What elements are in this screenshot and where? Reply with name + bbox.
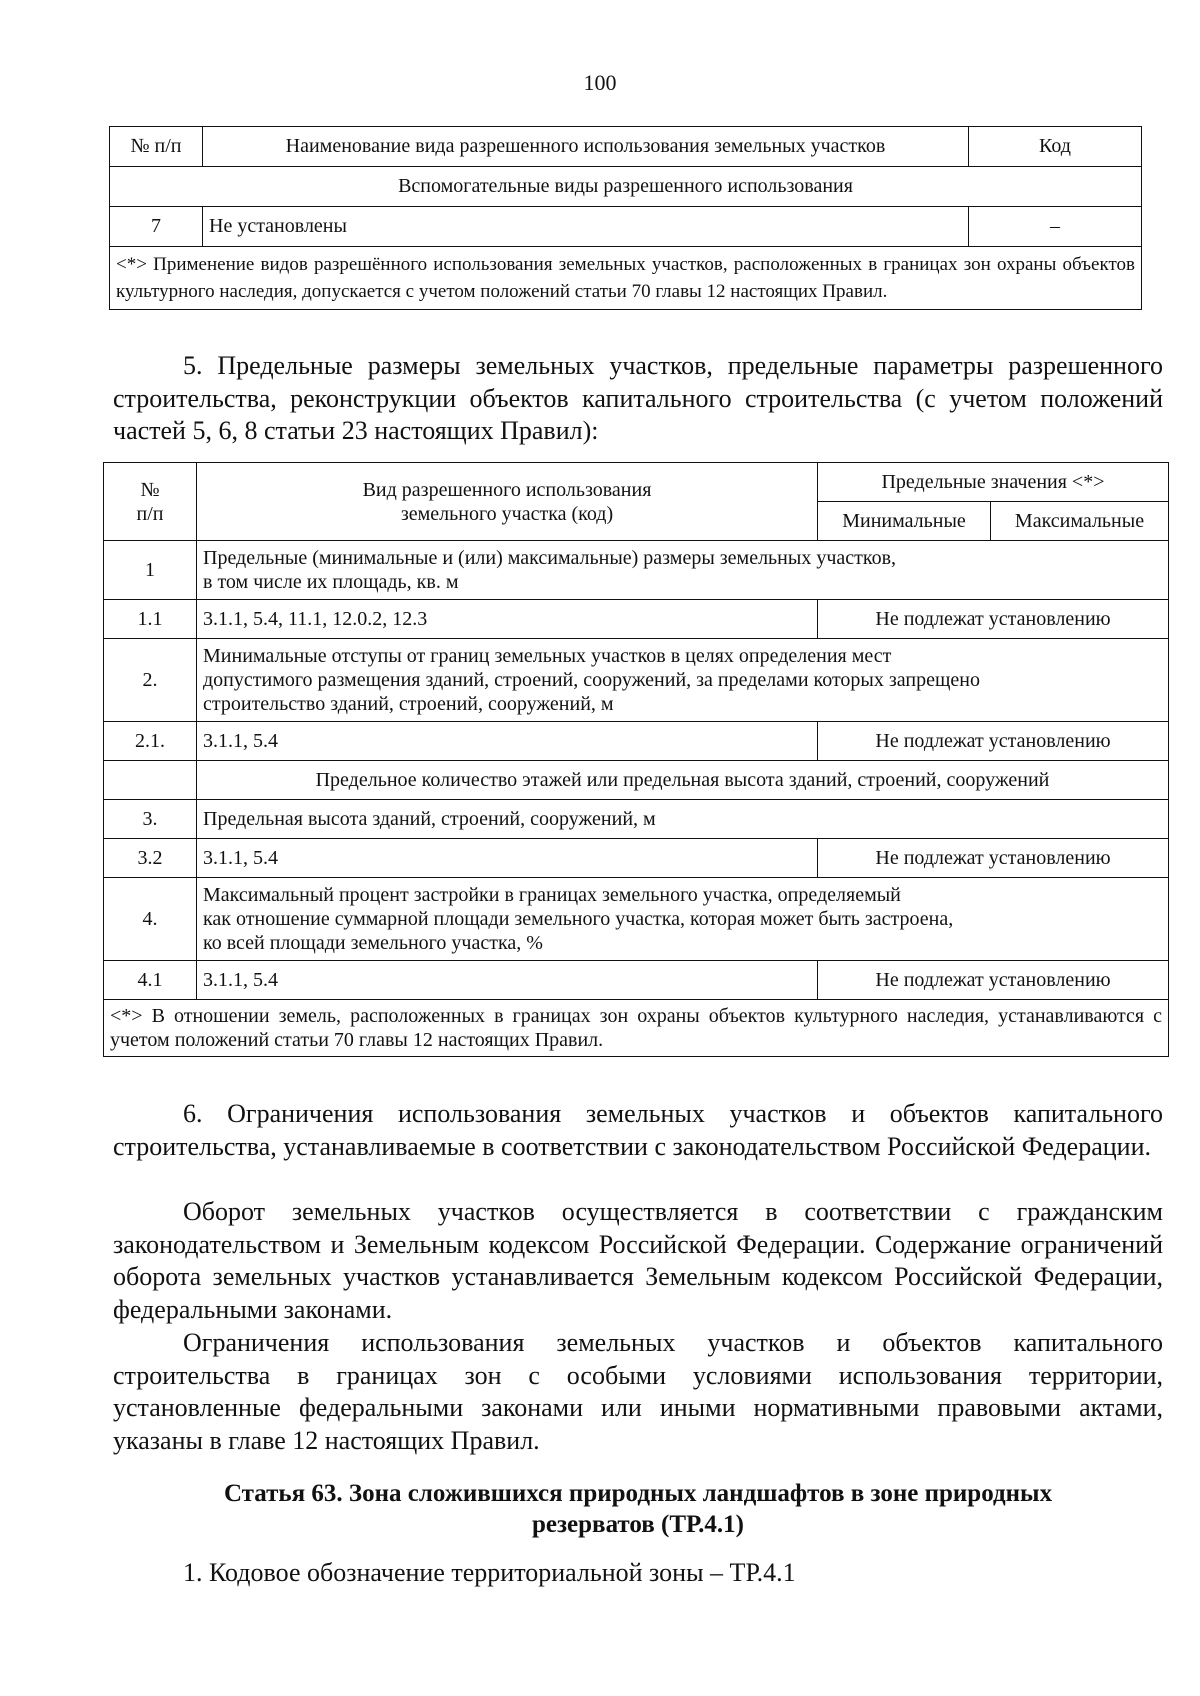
table-row (104, 639, 1169, 722)
row-text-line: ко всей площади земельного участка, % (203, 932, 543, 954)
row-code: – (969, 207, 1142, 247)
permitted-use-table (109, 126, 1142, 310)
limits-table (103, 462, 1169, 1057)
article-title-line1: Статья 63. Зона сложившихся природных ландшафтов в зоне природных (223, 1480, 1053, 1507)
note-row (104, 1000, 1169, 1057)
row-text-line: строительство зданий, строений, сооружений, м (203, 693, 614, 715)
table-row (104, 541, 1169, 600)
row-num: 3. (104, 800, 197, 839)
row-num (104, 761, 197, 800)
row-num: 1.1 (104, 600, 197, 639)
table-row (104, 761, 1169, 800)
row-text-line: Максимальный процент застройки в границах земельного участка, определяемый (203, 884, 901, 906)
header-name: Наименование вида разрешенного использования земельных участков (203, 127, 969, 167)
header-min: Минимальные (818, 502, 991, 541)
row-value: Не подлежат установлению (818, 961, 1169, 1000)
row-text (197, 878, 1169, 961)
row-text (197, 541, 1169, 600)
row-text: 3.1.1, 5.4 (197, 839, 818, 878)
row-text: Предельная высота зданий, строений, сооружений, м (197, 800, 1169, 839)
row-text-line: допустимого размещения зданий, строений, сооружений, за пределами которых запрещено (203, 669, 980, 691)
table-row (104, 722, 1169, 761)
header-max: Максимальные (991, 502, 1169, 541)
table-header-row (104, 463, 1169, 502)
paragraph-restrictions: Ограничения использования земельных участков и объектов капитального строительства в границах зон с особыми условиями использования территории, установленные федеральными законами или иными нормативными правовыми актами, указаны в главе 12 настоящих Правил. (113, 1328, 1163, 1455)
row-num: 2.1. (104, 722, 197, 761)
row-num: 2. (104, 639, 197, 722)
header-num-line2: п/п (136, 502, 164, 525)
page-number: 100 (583, 70, 617, 95)
section-row (110, 167, 1142, 207)
header-num (104, 463, 197, 541)
row-text-line: Предельные (минимальные и (или) максимальные) размеры земельных участков, (203, 547, 897, 569)
header-num: № п/п (110, 127, 203, 167)
row-num: 7 (110, 207, 203, 247)
table-note: <*> Применение видов разрешённого использования земельных участков, расположенных в границах зон охраны объектов культурного наследия, допускается с учетом положений статьи 70 главы 12 настоящих Правил. (110, 247, 1142, 310)
row-num: 3.2 (104, 839, 197, 878)
row-text: 3.1.1, 5.4, 11.1, 12.0.2, 12.3 (197, 600, 818, 639)
paragraph-5: 5. Предельные размеры земельных участков, предельные параметры разрешенного строительства, реконструкции объектов капитального строительства (с учетом положений частей 5, 6, 8 статьи 23 настоящих Правил): (113, 351, 1163, 445)
item-1: 1. Кодовое обозначение территориальной зоны – ТР.4.1 (183, 1558, 796, 1587)
row-value: Не подлежат установлению (818, 722, 1169, 761)
note-row (110, 247, 1142, 310)
paragraph-6: 6. Ограничения использования земельных участков и объектов капитального строительства, устанавливаемые в соответствии с законодательством Российской Федерации. (113, 1099, 1163, 1161)
table-row (104, 878, 1169, 961)
row-num: 4.1 (104, 961, 197, 1000)
row-text: 3.1.1, 5.4 (197, 961, 818, 1000)
header-type-line1: Вид разрешенного использования (362, 478, 652, 501)
header-type (197, 463, 818, 541)
row-text: Предельное количество этажей или предельная высота зданий, строений, сооружений (197, 761, 1169, 800)
section-title: Вспомогательные виды разрешенного использования (110, 167, 1142, 207)
row-num: 4. (104, 878, 197, 961)
header-limits: Предельные значения <*> (818, 463, 1169, 502)
header-num-line1: № (140, 478, 160, 501)
header-type-line2: земельного участка (код) (400, 502, 614, 525)
table-row (104, 600, 1169, 639)
row-text: 3.1.1, 5.4 (197, 722, 818, 761)
paragraph-turnover: Оборот земельных участков осуществляется в соответствии с гражданским законодательством и Земельным кодексом Российской Федерации. Содержание ограничений оборота земельных участков устанавливается Земельным кодексом Российской Федерации, федеральными законами. (113, 1197, 1163, 1324)
row-text-line: Минимальные отступы от границ земельных участков в целях определения мест (203, 645, 892, 667)
row-text-line: в том числе их площадь, кв. м (203, 571, 459, 593)
row-value: Не подлежат установлению (818, 839, 1169, 878)
row-name: Не установлены (203, 207, 969, 247)
table-row (104, 800, 1169, 839)
table-note: <*> В отношении земель, расположенных в границах зон охраны объектов культурного наследия, устанавливаются с учетом положений статьи 70 главы 12 настоящих Правил. (104, 1000, 1169, 1057)
row-value: Не подлежат установлению (818, 600, 1169, 639)
table-row (110, 207, 1142, 247)
article-title (113, 1478, 1163, 1540)
table-row (104, 961, 1169, 1000)
row-num: 1 (104, 541, 197, 600)
row-text-line: как отношение суммарной площади земельного участка, которая может быть застроена, (203, 908, 954, 930)
article-title-line2: резерватов (ТР.4.1) (532, 1511, 744, 1538)
row-text (197, 639, 1169, 722)
table-row (104, 839, 1169, 878)
table-header-row (110, 127, 1142, 167)
header-code: Код (969, 127, 1142, 167)
